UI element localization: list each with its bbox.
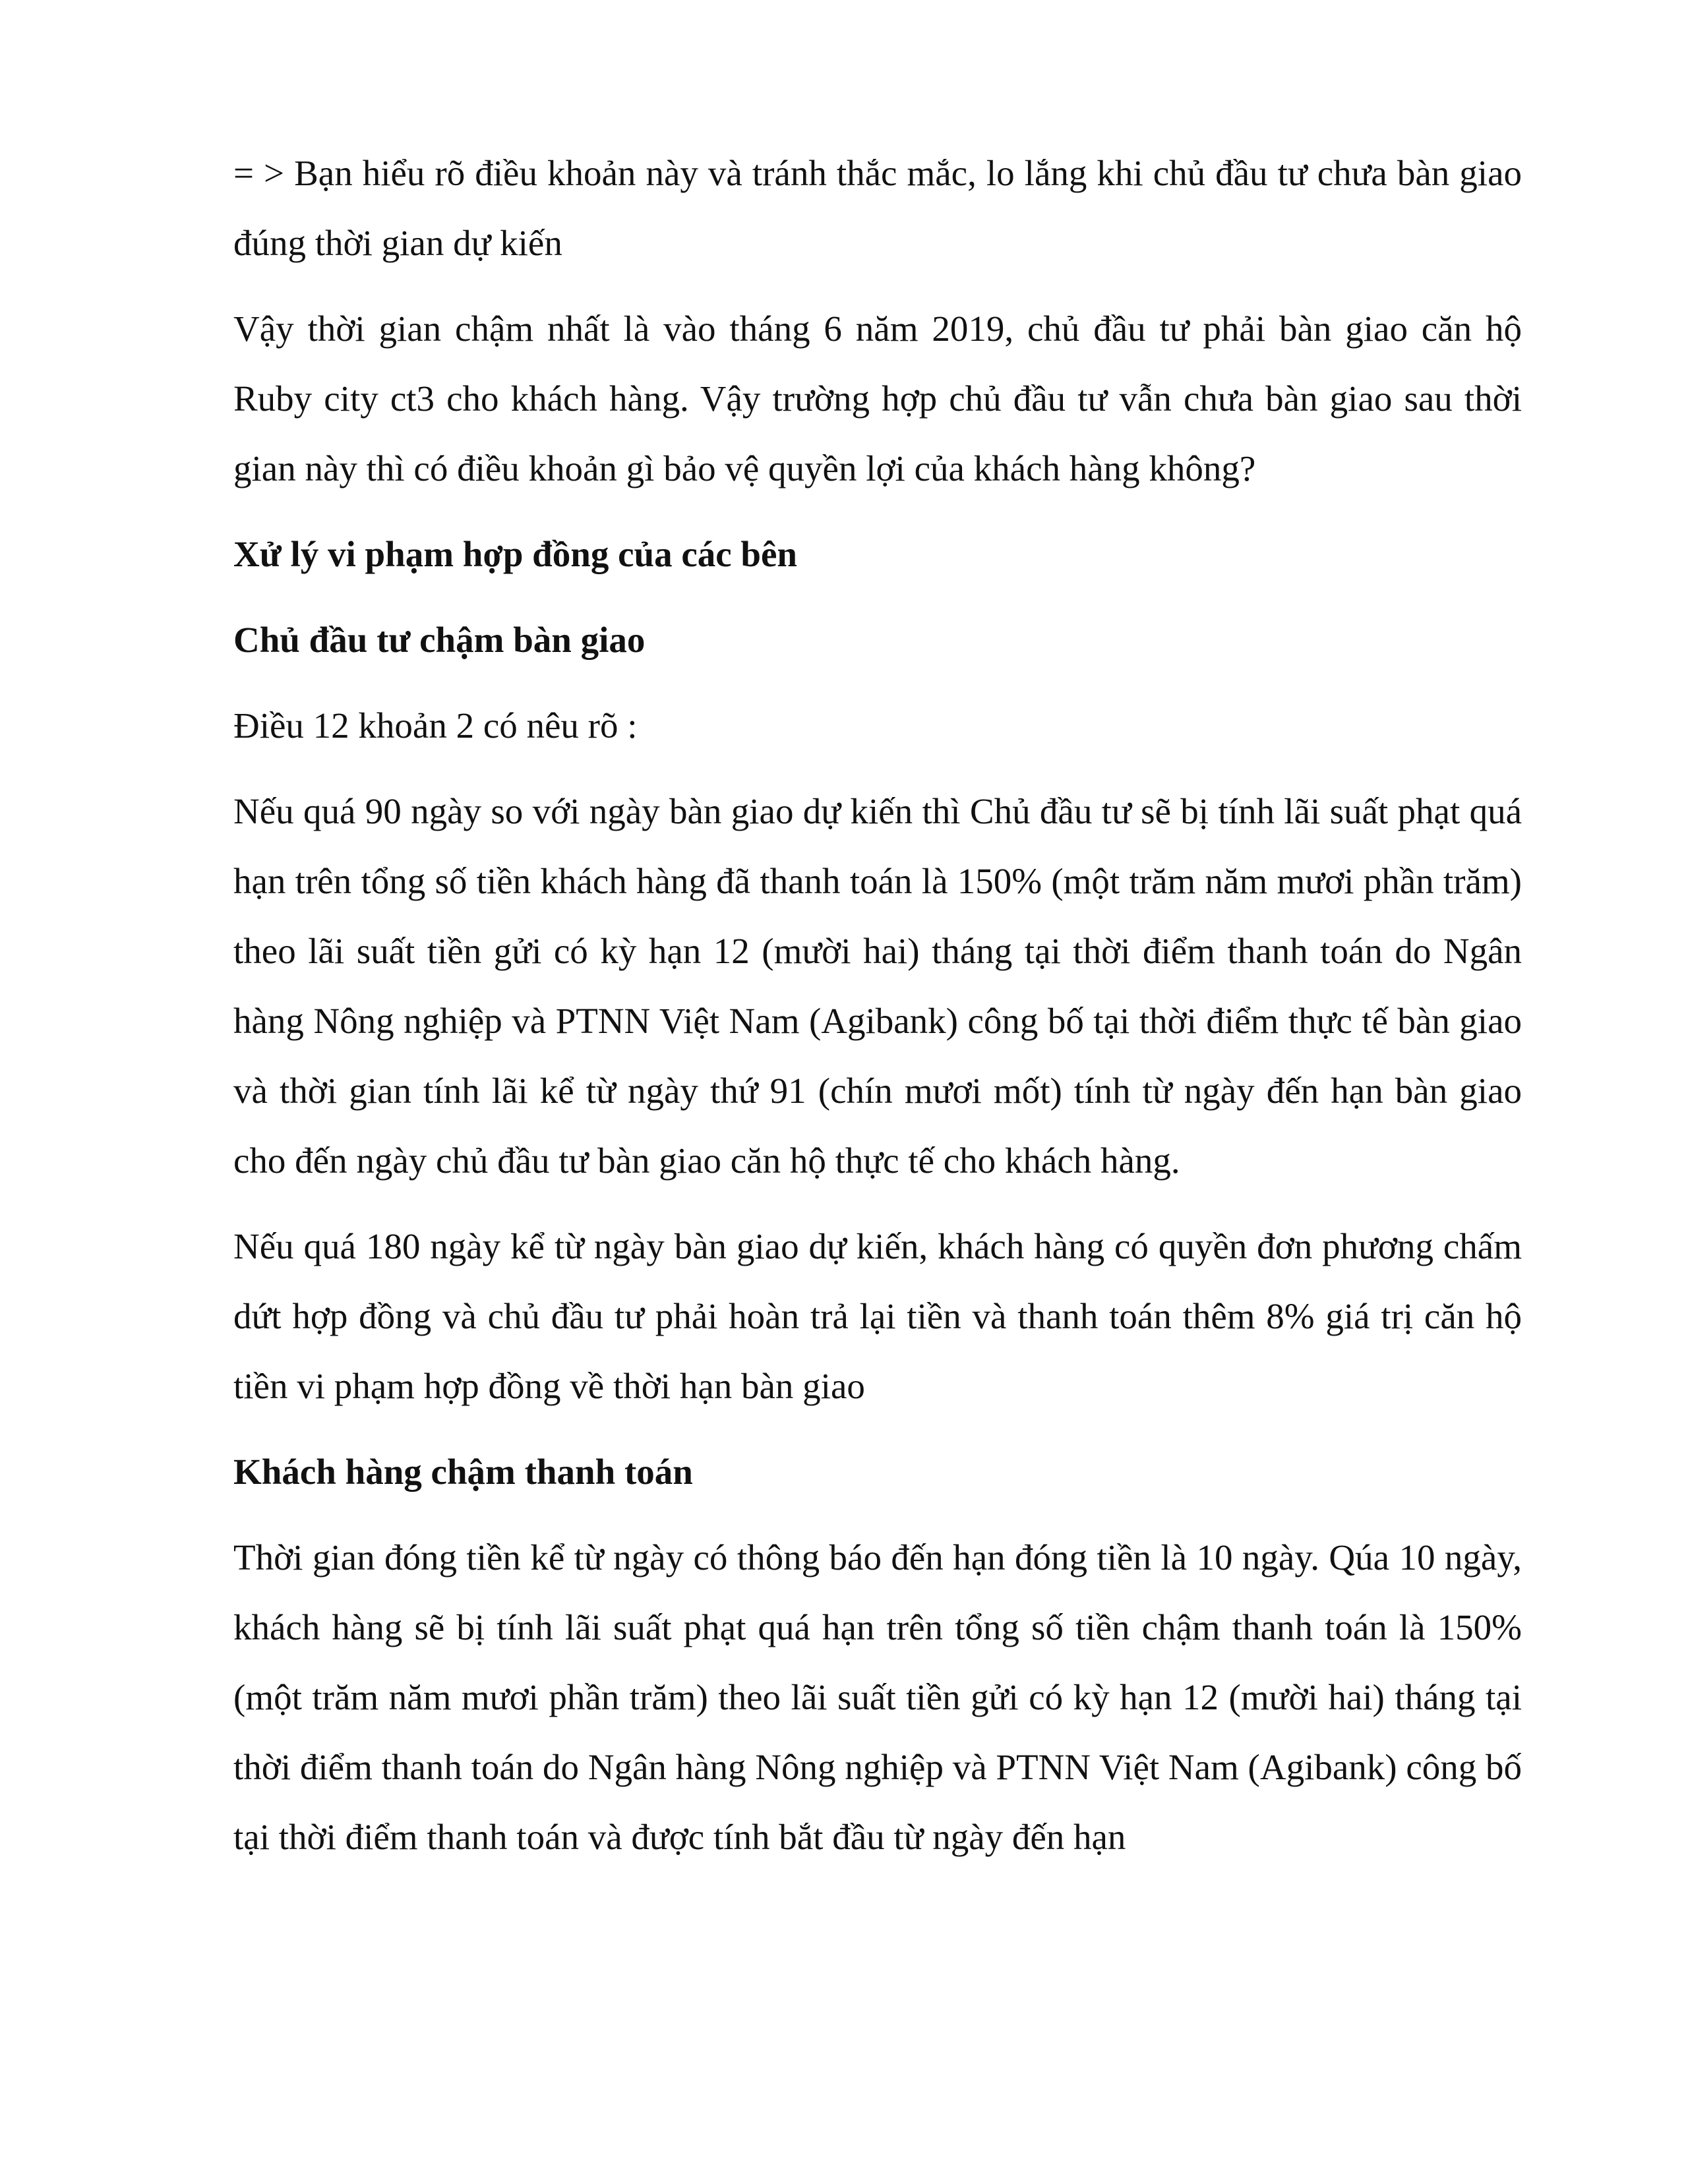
heading-developer-late: Chủ đầu tư chậm bàn giao: [233, 620, 646, 660]
heading-contract-violation: Xử lý vi phạm hợp đồng của các bên: [233, 534, 797, 574]
paragraph-payment-term: Thời gian đóng tiền kể từ ngày có thông báo đến hạn đóng tiền là 10 ngày. Qúa 10 ngày, khách hàng sẽ bị tính lãi suất phạt quá hạn trên tổng số tiền chậm thanh toán là 150% (một trăm năm mươi phần trăm) theo lãi suất tiền gửi có kỳ hạn 12 (mười hai) tháng tại thời điểm thanh toán do Ngân hàng Nông nghiệp và PTNN Việt Nam (Agibank) công bố tại thời điểm thanh toán và được tính bắt đầu từ ngày đến hạn: [233, 1537, 1522, 1857]
paragraph-180-days: Nếu quá 180 ngày kể từ ngày bàn giao dự kiến, khách hàng có quyền đơn phương chấm dứt hợp đồng và chủ đầu tư phải hoàn trả lại tiền và thanh toán thêm 8% giá trị căn hộ tiền vi phạm hợp đồng về thời hạn bàn giao: [233, 1226, 1522, 1406]
paragraph-deadline: Vậy thời gian chậm nhất là vào tháng 6 năm 2019, chủ đầu tư phải bàn giao căn hộ Ruby city ct3 cho khách hàng. Vậy trường hợp chủ đầu tư vẫn chưa bàn giao sau thời gian này thì có điều khoản gì bảo vệ quyền lợi của khách hàng không?: [233, 309, 1522, 488]
paragraph-90-days: Nếu quá 90 ngày so với ngày bàn giao dự kiến thì Chủ đầu tư sẽ bị tính lãi suất phạt quá hạn trên tổng số tiền khách hàng đã thanh toán là 150% (một trăm năm mươi phần trăm) theo lãi suất tiền gửi có kỳ hạn 12 (mười hai) tháng tại thời điểm thanh toán do Ngân hàng Nông nghiệp và PTNN Việt Nam (Agibank) công bố tại thời điểm thực tế bàn giao và thời gian tính lãi kể từ ngày thứ 91 (chín mươi mốt) tính từ ngày đến hạn bàn giao cho đến ngày chủ đầu tư bàn giao căn hộ thực tế cho khách hàng.: [233, 791, 1522, 1181]
paragraph-conclusion: = > Bạn hiểu rõ điều khoản này và tránh thắc mắc, lo lắng khi chủ đầu tư chưa bàn giao đúng thời gian dự kiến: [233, 153, 1522, 263]
heading-customer-late: Khách hàng chậm thanh toán: [233, 1452, 693, 1492]
document-page: [233, 138, 1522, 1888]
paragraph-article-reference: Điều 12 khoản 2 có nêu rõ :: [233, 705, 638, 746]
